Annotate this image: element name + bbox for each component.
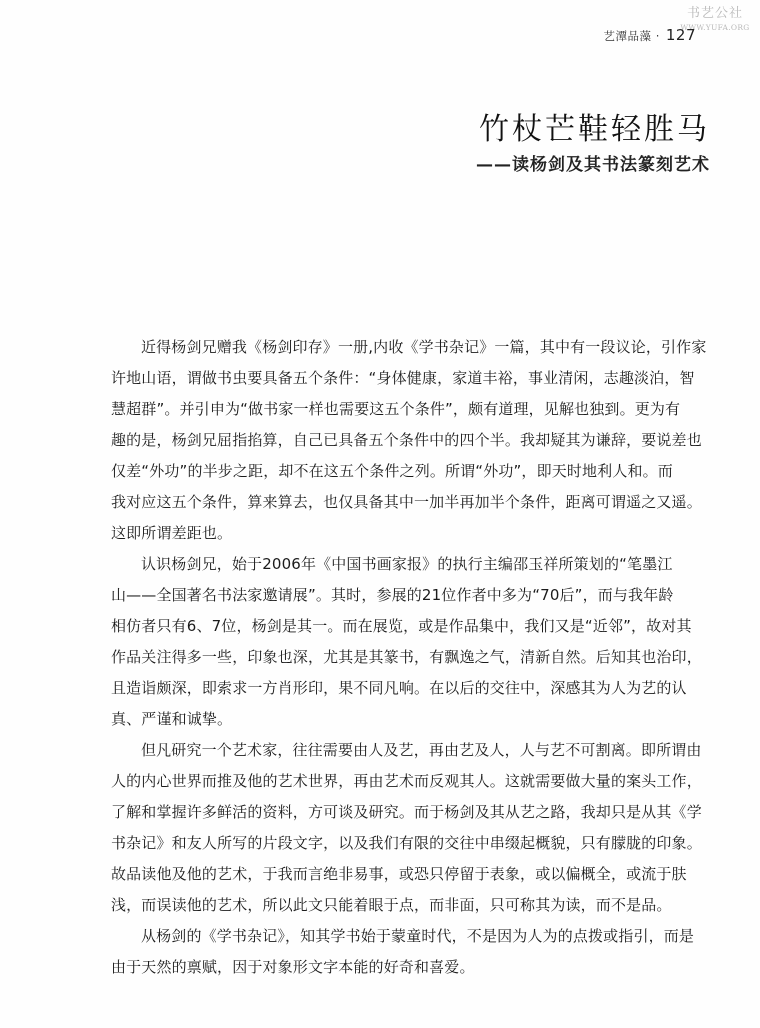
paragraph-line: 浅，而误读他的艺术，所以此文只能着眼于点，而非面，只可称其为读，而不是品。	[111, 896, 672, 914]
article-paragraph	[111, 921, 711, 983]
paragraph-line: 书杂记》和友人所写的片段文字，以及我们有限的交往中串缀起概貌，只有朦胧的印象。	[111, 834, 702, 852]
paragraph-line: 人的内心世界而推及他的艺术世界，再由艺术而反观其人。这就需要做大量的案头工作，	[111, 772, 702, 790]
paragraph-line: 故品读他及他的艺术，于我而言绝非易事，或恐只停留于表象，或以偏概全，或流于肤	[111, 865, 687, 883]
article-paragraph	[111, 332, 711, 549]
watermark-url: WWW.YUFA.ORG	[680, 23, 750, 32]
paragraph-line: 但凡研究一个艺术家，往往需要由人及艺，再由艺及人，人与艺不可割离。即所谓由	[141, 741, 702, 759]
paragraph-line: 我对应这五个条件，算来算去，也仅具备其中一加半再加半个条件，距离可谓遥之又遥。	[111, 493, 702, 511]
paragraph-line: 慧超群”。并引申为“做书家一样也需要这五个条件”，颇有道理，见解也独到。更为有	[111, 400, 681, 418]
article-subtitle: ——读杨剑及其书法篆刻艺术	[476, 155, 710, 175]
paragraph-line: 趣的是，杨剑兄屈指掐算，自己已具备五个条件中的四个半。我却疑其为谦辞，要说差也	[111, 431, 702, 449]
article-title: 竹杖芒鞋轻胜马	[479, 112, 710, 147]
page-number: 127	[665, 26, 696, 44]
article-paragraph	[111, 549, 711, 735]
paragraph-line: 真、严谨和诚挚。	[111, 710, 233, 728]
section-name: 艺潭品藻 ·	[603, 29, 660, 43]
paragraph-line: 且造诣颇深，即索求一方肖形印，果不同凡响。在以后的交往中，深感其为人为艺的认	[111, 679, 687, 697]
article-body	[111, 332, 711, 983]
paragraph-line: 作品关注得多一些，印象也深，尤其是其篆书，有飘逸之气，清新自然。后知其也治印，	[111, 648, 702, 666]
watermark-name: 书艺公社	[686, 6, 743, 21]
article-paragraph	[111, 735, 711, 921]
paragraph-line: 从杨剑的《学书杂记》，知其学书始于蒙童时代，不是因为人为的点拨或指引，而是	[141, 927, 695, 945]
paragraph-line: 山——全国著名书法家邀请展”。其时，参展的21位作者中多为“70后”，而与我年龄	[111, 586, 674, 604]
paragraph-line: 仅差“外功”的半步之距，却不在这五个条件之列。所谓“外功”，即天时地利人和。而	[111, 462, 673, 480]
paragraph-line: 许地山语，谓做书虫要具备五个条件：“身体健康，家道丰裕，事业清闲，志趣淡泊，智	[111, 369, 695, 387]
paragraph-line: 这即所谓差距也。	[111, 524, 233, 542]
paragraph-line: 相仿者只有6、7位，杨剑是其一。而在展览，或是作品集中，我们又是“近邻”，故对其	[111, 617, 692, 635]
paragraph-line: 认识杨剑兄，始于2006年《中国书画家报》的执行主编邵玉祥所策划的“笔墨江	[141, 555, 673, 573]
paragraph-line: 由于天然的禀赋，因于对象形文字本能的好奇和喜爱。	[111, 958, 475, 976]
paragraph-line: 了解和掌握许多鲜活的资料，方可谈及研究。而于杨剑及其从艺之路，我却只是从其《学	[111, 803, 702, 821]
paragraph-line: 近得杨剑兄赠我《杨剑印存》一册,内收《学书杂记》一篇，其中有一段议论，引作家	[141, 338, 707, 356]
running-header	[604, 26, 696, 44]
